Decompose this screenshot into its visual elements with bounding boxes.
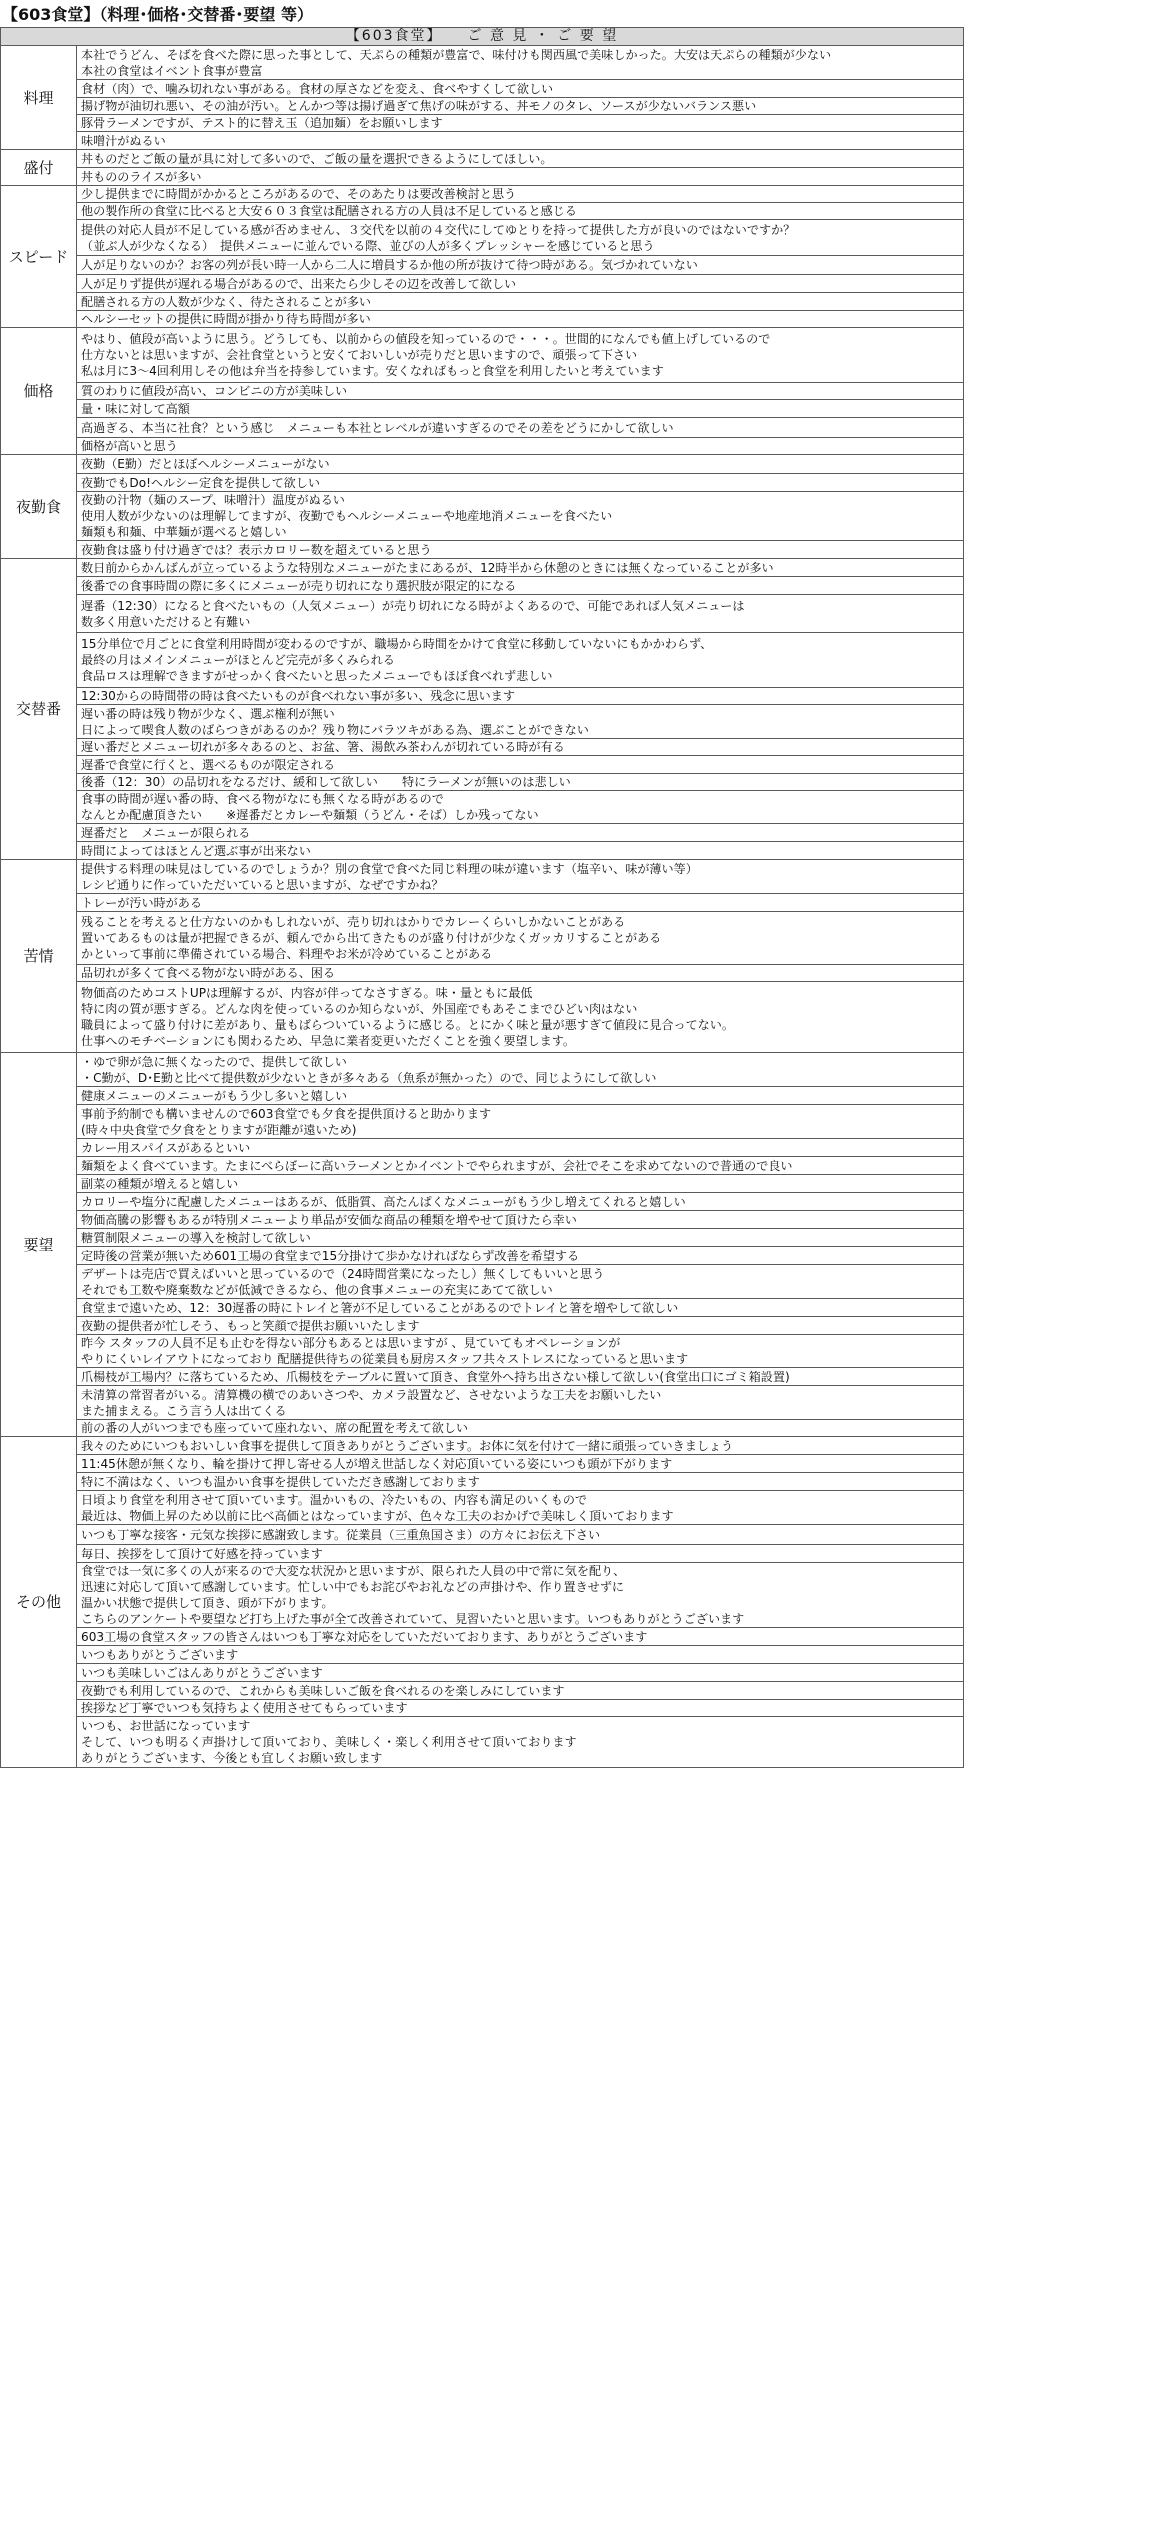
comment-cell: [77, 1299, 964, 1317]
table-row: [1, 1087, 964, 1105]
comment-cell: [77, 559, 964, 577]
comment-cell: [77, 824, 964, 842]
comment-cell: [77, 912, 964, 965]
comment-cell: [77, 1247, 964, 1265]
table-row: [1, 168, 964, 186]
comment-cell: [77, 1335, 964, 1368]
comment-line: 仕事へのモチベーションにも関わるため、早急に業者変更いただくことを強く要望します。: [81, 1034, 575, 1048]
comment-line: 食材（肉）で、噛み切れない事がある。食材の厚さなどを変え、食べやすくして欲しい: [81, 81, 554, 96]
comment-line: ・ゆで卵が急に無くなったので、提供して欲しい: [81, 1054, 347, 1069]
comment-cell: [77, 1317, 964, 1335]
table-row: [1, 1265, 964, 1299]
comment-cell: [77, 1455, 964, 1473]
table-row: [1, 912, 964, 965]
comment-cell: [77, 791, 964, 824]
comment-line: 数多く用意いただけると有難い: [81, 614, 251, 629]
comment-line: 質のわりに値段が高い、コンビニの方が美味しい: [81, 384, 348, 398]
comment-cell: [77, 474, 964, 492]
table-row: [1, 1700, 964, 1717]
table-row: [1, 1139, 964, 1157]
table-header: 【603食堂】 ご 意 見 ・ ご 要 望: [1, 28, 964, 46]
comment-line: 副菜の種類が増えると嬉しい: [81, 1176, 239, 1191]
comment-cell: [77, 1646, 964, 1664]
table-row: [1, 1299, 964, 1317]
comment-cell: [77, 80, 964, 98]
table-row: [1, 1563, 964, 1628]
comment-line: 味噌汁がぬるい: [81, 133, 166, 148]
table-row: [1, 1473, 964, 1491]
comment-cell: [77, 1682, 964, 1700]
comment-cell: [77, 383, 964, 400]
comment-line: やりにくいレイアウトになっており 配膳提供待ちの従業員も厨房スタッフ共々ストレスになっていると思います: [81, 1352, 689, 1366]
comment-cell: [77, 293, 964, 311]
comment-cell: [77, 1175, 964, 1193]
comment-cell: [77, 275, 964, 293]
table-row: [1, 739, 964, 756]
table-row: [1, 633, 964, 688]
table-row: [1, 541, 964, 559]
table-row: [1, 293, 964, 311]
table-row: [1, 418, 964, 438]
comment-line: 食堂では一気に多くの人が来るので大変な状況かと思いますが、限られた人員の中で常に気を配り、: [81, 1564, 626, 1578]
comment-line: 遅番だと メニューが限られる: [81, 825, 251, 840]
table-header-row: [1, 28, 964, 46]
table-row: [1, 559, 964, 577]
comment-line: 迅速に対応して頂いて感謝しています。忙しい中でもお詫びやお礼などの声掛けや、作り置きせずに: [81, 1580, 625, 1594]
comment-line: ・C勤が、D･E勤と比べて提供数が少ないときが多々ある（魚系が無かった）ので、同じようにして欲しい: [81, 1070, 657, 1085]
table-row: [1, 1211, 964, 1229]
comment-line: 遅番で食堂に行くと、選べるものが限定される: [81, 757, 335, 772]
comment-cell: [77, 774, 964, 791]
comment-line: いつも丁寧な接客・元気な挨拶に感謝致します。従業員（三重魚国さま）の方々にお伝え下さい: [81, 1527, 601, 1542]
table-row: [1, 1491, 964, 1525]
comment-line: レシピ通りに作っていただいていると思いますが、なぜですかね？: [81, 877, 444, 892]
comment-line: 健康メニューのメニューがもう少し多いと嬉しい: [81, 1088, 348, 1103]
comment-cell: [77, 1491, 964, 1525]
comment-line: 特に不満はなく、いつも温かい食事を提供していただき感謝しております: [81, 1474, 480, 1489]
comment-line: 提供の対応人員が不足している感が否めません、３交代を以前の４交代にしてゆとりを持って提供した方が良いのではないですか？: [81, 222, 796, 237]
comment-cell: [77, 982, 964, 1053]
table-row: [1, 1664, 964, 1682]
comment-line: 職員によって盛り付けに差があり、量もばらついているように感じる。とにかく味と量が悪すぎて値段に見合ってない。: [81, 1018, 734, 1032]
comment-cell: [77, 1420, 964, 1437]
comment-line: 本社の食堂はイベント食事が豊富: [81, 63, 263, 78]
comment-cell: [77, 492, 964, 541]
comment-line: 日頃より食堂を利用させて頂いています。温かいもの、冷たいもの、内容も満足のいくもので: [81, 1492, 588, 1507]
comment-cell: [77, 894, 964, 912]
comment-line: 挨拶など丁寧でいつも気持ちよく使用させてもらっています: [81, 1701, 408, 1715]
comment-line: 遅番（12:30）になると食べたいもの（人気メニュー）が売り切れになる時がよくあるので、可能であれば人気メニューは: [81, 598, 745, 613]
table-row: [1, 860, 964, 894]
comment-line: （並ぶ人が少なくなる） 提供メニューに並んでいる際、並びの人が多くプレッシャーを感じていると思う: [81, 238, 655, 253]
comment-line: 夜勤（E勤）だとほぼヘルシーメニューがない: [81, 457, 330, 471]
table-row: [1, 756, 964, 774]
comment-line: 数日前からかんばんが立っているような特別なメニューがたまにあるが、12時半から休憩のときには無くなっていることが多い: [81, 560, 774, 575]
comment-cell: [77, 1545, 964, 1563]
comment-cell: [77, 168, 964, 186]
table-row: [1, 98, 964, 115]
comment-line: 高過ぎる、本当に社食？という感じ メニューも本社とレベルが違いすぎるのでその差をどうにかして欲しい: [81, 420, 674, 435]
category-cell: その他: [1, 1437, 77, 1768]
table-row: [1, 1193, 964, 1211]
comment-cell: [77, 705, 964, 739]
comment-cell: [77, 1087, 964, 1105]
comment-cell: [77, 1700, 964, 1717]
comment-cell: [77, 1193, 964, 1211]
table-row: [1, 705, 964, 739]
comment-cell: [77, 1105, 964, 1139]
comment-line: 人が足りないのか？お客の列が長い時一人から二人に増員するか他の所が抜けて待つ時がある。気づかれていない: [81, 258, 698, 272]
table-row: [1, 1317, 964, 1335]
table-row: [1, 1335, 964, 1368]
comment-line: 他の製作所の食堂に比べると大安６０３食堂は配膳される方の人員は不足していると感じる: [81, 204, 577, 218]
table-row: [1, 256, 964, 275]
comment-line: 提供する料理の味見はしているのでしょうか？別の食堂で食べた同じ料理の味が違います（塩辛い、味が薄い等）: [81, 861, 698, 876]
comment-cell: [77, 1628, 964, 1646]
comment-line: ありがとうございます、今後とも宜しくお願い致します: [81, 1751, 383, 1765]
comment-line: 物価高のためコストUPは理解するが、内容が伴ってなさすぎる。味・量ともに最低: [81, 986, 533, 1000]
table-row: [1, 275, 964, 293]
comment-cell: [77, 739, 964, 756]
page-title: 【603食堂】（料理･価格･交替番･要望 等）: [2, 5, 313, 24]
table-row: [1, 1105, 964, 1139]
comment-line: 食事の時間が遅い番の時、食べる物がなにも無くなる時があるので: [81, 792, 444, 806]
comment-line: いつもありがとうございます: [81, 1647, 239, 1662]
comment-line: それでも工数や廃棄数などが低減できるなら、他の食事メニューの充実にあてて欲しい: [81, 1282, 553, 1297]
comment-cell: [77, 1525, 964, 1545]
comment-cell: [77, 1437, 964, 1455]
comment-line: 仕方ないとは思いますが、会社食堂というと安くておいしいが売りだと思いますので、頑張って下さい: [81, 348, 638, 362]
comment-cell: [77, 418, 964, 438]
table-row: [1, 311, 964, 328]
table-row: [1, 1682, 964, 1700]
table-row: [1, 80, 964, 98]
table-row: [1, 220, 964, 256]
comment-line: 特に肉の質が悪すぎる。どんな肉を使っているのか知らないが、外国産でもあそこまでひどい肉はない: [81, 1002, 638, 1016]
comment-cell: [77, 186, 964, 203]
comment-line: ヘルシーセットの提供に時間が掛かり待ち時間が多い: [81, 312, 371, 326]
comment-line: 事前予約制でも構いませんので603食堂でも夕食を提供頂けると助かります: [81, 1106, 492, 1121]
comment-cell: [77, 438, 964, 455]
table-body: [1, 46, 964, 1768]
comment-cell: [77, 595, 964, 633]
comment-line: 少し提供までに時間がかかるところがあるので、そのあたりは要改善検討と思う: [81, 187, 517, 201]
comment-line: 人が足りず提供が遅れる場合があるので、出来たら少しその辺を改善して欲しい: [81, 276, 517, 291]
table-row: [1, 132, 964, 150]
table-row: [1, 894, 964, 912]
comment-line: 本社でうどん、そばを食べた際に思った事として、天ぷらの種類が豊富で、味付けも関西風で美味しかった。大安は天ぷらの種類が少ない: [81, 47, 832, 62]
comment-line: 12:30からの時間帯の時は食べたいものが食べれない事が多い、残念に思います: [81, 689, 515, 703]
table-row: [1, 824, 964, 842]
comment-line: 最近は、物価上昇のため以前に比べ高価とはなっていますが、色々な工夫のおかげで美味しく頂いております: [81, 1508, 674, 1523]
comment-cell: [77, 1717, 964, 1768]
table-row: [1, 688, 964, 705]
comment-cell: [77, 577, 964, 595]
comment-line: 食堂まで遠いため、12：30遅番の時にトレイと箸が不足していることがあるのでトレイと箸を増やして欲しい: [81, 1300, 679, 1315]
table-row: [1, 186, 964, 203]
comment-cell: [77, 688, 964, 705]
comment-line: 定時後の営業が無いため601工場の食堂まで15分掛けて歩かなければならず改善を希望する: [81, 1248, 580, 1263]
comment-cell: [77, 860, 964, 894]
table-row: [1, 1247, 964, 1265]
table-row: [1, 203, 964, 220]
comment-line: そして、いつも明るく声掛けして頂いており、美味しく・楽しく利用させて頂いております: [81, 1735, 577, 1749]
comment-cell: [77, 98, 964, 115]
comment-line: 後番での食事時間の際に多くにメニューが売り切れになり選択肢が限定的になる: [81, 578, 517, 593]
table-row: [1, 577, 964, 595]
comment-line: 置いてあるものは量が把握できるが、頼んでから出てきたものが盛り付けが少なくガッカリすることがある: [81, 931, 662, 945]
comment-line: 揚げ物が油切れ悪い、その油が汚い。とんかつ等は揚げ過ぎて焦げの味がする、丼モノのタレ、ソースが少ないバランス悪い: [81, 99, 757, 113]
comment-line: 11:45休憩が無くなり、輪を掛けて押し寄せる人が増え世話しなく対応頂いている姿にいつも頭が下がります: [81, 1456, 673, 1471]
table-row: [1, 1368, 964, 1386]
comment-line: 日によって喫食人数のばらつきがあるのか？残り物にバラツキがある為、選ぶことができない: [81, 722, 589, 737]
comment-line: 遅い番だとメニュー切れが多々あるのと、お盆、箸、湯飲み茶わんが切れている時が有る: [81, 740, 565, 754]
comment-line: 糖質制限メニューの導入を検討して欲しい: [81, 1230, 311, 1245]
category-cell: 交替番: [1, 559, 77, 860]
comment-line: 夜勤の汁物（麺のスープ、味噌汁）温度がぬるい: [81, 493, 345, 507]
comment-cell: [77, 633, 964, 688]
comment-line: 温かい状態で提供して頂き、頭が下がります。: [81, 1596, 334, 1610]
comment-line: 量・味に対して高額: [81, 401, 190, 416]
comment-line: 残ることを考えると仕方ないのかもしれないが、売り切れはかりでカレーくらいしかないことがある: [81, 915, 626, 929]
comment-line: 時間によってはほとんど選ぶ事が出来ない: [81, 843, 311, 858]
table-row: [1, 1525, 964, 1545]
comment-line: いつも、お世話になっています: [81, 1719, 251, 1733]
table-row: [1, 400, 964, 418]
comment-line: 夜勤食は盛り付け過ぎでは？表示カロリー数を超えていると思う: [81, 542, 432, 557]
comment-line: 丼ものだとご飯の量が具に対して多いので、ご飯の量を選択できるようにしてほしい。: [81, 151, 553, 166]
comment-line: 遅い番の時は残り物が少なく、選ぶ権利が無い: [81, 706, 335, 721]
comment-line: 物価高騰の影響もあるが特別メニューより単品が安価な商品の種類を増やせて頂けたら幸い: [81, 1212, 577, 1227]
comment-cell: [77, 1386, 964, 1420]
comment-cell: [77, 256, 964, 275]
comment-line: 未清算の常習者がいる。清算機の横でのあいさつや、カメラ設置など、させないような工夫をお願いしたい: [81, 1387, 662, 1402]
comment-cell: [77, 150, 964, 168]
comment-cell: [77, 1139, 964, 1157]
comment-line: 品切れが多くて食べる物がない時がある、困る: [81, 966, 335, 980]
comment-line: 食品ロスは理解できますがせっかく食べたいと思ったメニューでもほぼ食べれず悲しい: [81, 669, 553, 683]
table-row: [1, 1646, 964, 1664]
table-row: [1, 1437, 964, 1455]
table-row: [1, 1175, 964, 1193]
comment-cell: [77, 400, 964, 418]
comment-line: (時々中央食堂で夕食をとりますが距離が遠いため): [81, 1122, 357, 1137]
table-row: [1, 842, 964, 860]
comment-cell: [77, 1473, 964, 1491]
category-cell: 夜勤食: [1, 455, 77, 559]
table-row: [1, 1386, 964, 1420]
comment-line: 配膳される方の人数が少なく、待たされることが多い: [81, 294, 372, 309]
comment-line: 毎日、挨拶をして頂けて好感を持っています: [81, 1546, 323, 1561]
table-row: [1, 1545, 964, 1563]
table-row: [1, 1229, 964, 1247]
comment-line: 麺類も和麺、中華麺が選べると嬉しい: [81, 525, 287, 539]
table-row: [1, 492, 964, 541]
comment-cell: [77, 311, 964, 328]
comment-line: 豚骨ラーメンですが、テスト的に替え玉（追加麺）をお願いします: [81, 116, 443, 130]
comment-cell: [77, 115, 964, 132]
table-row: [1, 774, 964, 791]
comment-cell: [77, 46, 964, 80]
comment-line: 夜勤でもDo!ヘルシー定食を提供して欲しい: [81, 475, 320, 490]
comment-line: 最終の月はメインメニューがほとんど完売が多くみられる: [81, 653, 395, 667]
comment-line: 私は月に3～4回利用しその他は弁当を持参しています。安くなればもっと食堂を利用したいと考えています: [81, 364, 664, 378]
comment-line: 丼もののライスが多い: [81, 169, 202, 184]
table-row: [1, 328, 964, 383]
comment-line: 603工場の食堂スタッフの皆さんはいつも丁寧な対応をしていただいております、ありがとうございます: [81, 1629, 648, 1644]
comment-line: こちらのアンケートや要望など打ち上げた事が全て改善されていて、見習いたいと思います。いつもありがとうございます: [81, 1612, 745, 1626]
table-row: [1, 965, 964, 982]
category-cell: 価格: [1, 328, 77, 455]
comment-cell: [77, 1265, 964, 1299]
category-cell: 要望: [1, 1053, 77, 1437]
table-row: [1, 1053, 964, 1087]
table-row: [1, 982, 964, 1053]
comment-line: トレーが汚い時がある: [81, 895, 202, 910]
comment-line: 夜勤の提供者が忙しそう、もっと笑顔で提供お願いいたします: [81, 1318, 420, 1333]
table-row: [1, 383, 964, 400]
comment-cell: [77, 1229, 964, 1247]
comment-line: 使用人数が少ないのは理解してますが、夜勤でもヘルシーメニューや地産地消メニューを食べたい: [81, 509, 613, 523]
table-row: [1, 455, 964, 474]
table-row: [1, 1717, 964, 1768]
table-row: [1, 1420, 964, 1437]
comment-line: 価格が高いと思う: [81, 439, 178, 453]
comment-cell: [77, 328, 964, 383]
comment-line: いつも美味しいごはんありがとうございます: [81, 1665, 323, 1680]
comment-cell: [77, 455, 964, 474]
comment-cell: [77, 541, 964, 559]
table-row: [1, 474, 964, 492]
comment-line: 前の番の人がいつまでも座っていて座れない、席の配置を考えて欲しい: [81, 1421, 469, 1435]
comment-cell: [77, 1664, 964, 1682]
comment-line: 麺類をよく食べています。たまにべらぼーに高いラーメンとかイベントでやられますが、会社でそこを求めてないので普通ので良い: [81, 1158, 793, 1173]
table-row: [1, 595, 964, 633]
comment-cell: [77, 756, 964, 774]
comment-line: 我々のためにいつもおいしい食事を提供して頂きありがとうございます。お体に気を付けて一緒に頑張っていきましょう: [81, 1438, 734, 1453]
table-row: [1, 438, 964, 455]
comment-line: カレー用スパイスがあるといい: [81, 1140, 251, 1155]
comment-line: 15分単位で月ごとに食堂利用時間が変わるのですが、職場から時間をかけて食堂に移動していないにもかかわらず、: [81, 637, 713, 651]
category-cell: 料理: [1, 46, 77, 150]
comment-line: やはり、値段が高いように思う。どうしても、以前からの値段を知っているので・・・。世間的になんでも値上げしているので: [81, 332, 771, 346]
category-cell: スピード: [1, 186, 77, 328]
comment-cell: [77, 203, 964, 220]
comment-cell: [77, 1368, 964, 1386]
table-row: [1, 791, 964, 824]
table-row: [1, 1455, 964, 1473]
category-cell: 盛付: [1, 150, 77, 186]
category-cell: 苦情: [1, 860, 77, 1053]
comment-cell: [77, 220, 964, 256]
table-row: [1, 1157, 964, 1175]
feedback-table: [0, 27, 964, 1768]
comment-cell: [77, 842, 964, 860]
comment-cell: [77, 965, 964, 982]
comment-line: なんとか配慮頂きたい ※遅番だとカレーや麺類（うどん・そば）しか残ってない: [81, 808, 539, 822]
comment-cell: [77, 132, 964, 150]
comment-line: 夜勤でも利用しているので、これからも美味しいご飯を食べれるのを楽しみにしています: [81, 1683, 565, 1698]
comment-line: また捕まえる。こう言う人は出てくる: [81, 1403, 287, 1418]
comment-line: 昨今 スタッフの人員不足も止むを得ない部分もあるとは思いますが 、見ていてもオペレーションが: [81, 1336, 621, 1350]
table-row: [1, 150, 964, 168]
comment-line: かといって事前に準備されている場合、料理やお米が冷めていることがある: [81, 947, 493, 961]
comment-line: カロリーや塩分に配慮したメニューはあるが、低脂質、高たんぱくなメニューがもう少し増えてくれると嬉しい: [81, 1194, 686, 1209]
table-row: [1, 46, 964, 80]
table-row: [1, 115, 964, 132]
comment-line: 爪楊枝が工場内？に落ちているため、爪楊枝をテーブルに置いて頂き、食堂外へ持ち出さない様して欲しい(食堂出口にゴミ箱設置): [81, 1369, 790, 1384]
comment-cell: [77, 1563, 964, 1628]
table-row: [1, 1628, 964, 1646]
comment-cell: [77, 1053, 964, 1087]
comment-line: 後番（12：30）の品切れをなるだけ、緩和して欲しい 特にラーメンが無いのは悲しい: [81, 775, 571, 789]
comment-cell: [77, 1211, 964, 1229]
comment-line: デザートは売店で買えばいいと思っているので（24時間営業になったし）無くしてもいいと思う: [81, 1266, 605, 1281]
comment-cell: [77, 1157, 964, 1175]
